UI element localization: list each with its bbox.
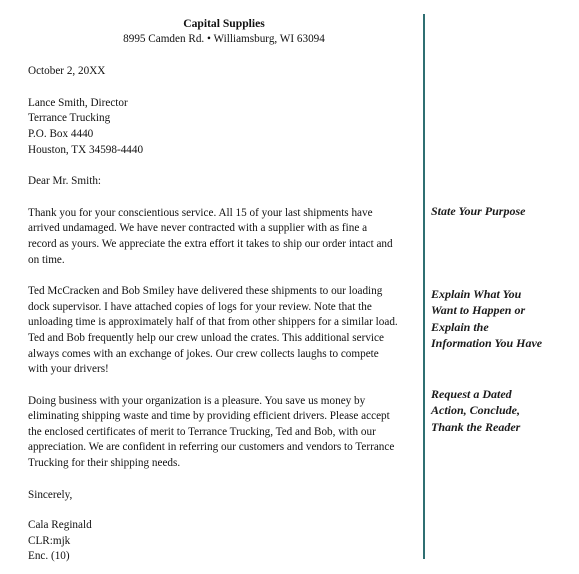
margin-note-line: Thank the Reader <box>431 419 521 434</box>
recipient-city-state-zip: Houston, TX 34598-4440 <box>28 143 144 156</box>
paragraph-line: record as yours. We appreciate the extra effort it takes to ship our order intact and <box>28 237 393 250</box>
paragraph-line: Trucking for their shipping needs. <box>28 457 181 470</box>
recipient-company: Terrance Trucking <box>28 112 111 125</box>
paragraph-line: Ted and Bob frequently help our crew unload the crates. This additional service <box>28 331 384 344</box>
paragraph-line: eliminating shipping waste and time by providing efficient drivers. Please accept <box>28 410 390 423</box>
recipient-name-title: Lance Smith, Director <box>28 96 128 109</box>
paragraph-line: Doing business with your organization is a pleasure. You save us money by <box>28 394 366 407</box>
paragraph-purpose <box>28 206 408 268</box>
reference-initials: CLR:mjk <box>28 534 71 547</box>
recipient-po-box: P.O. Box 4440 <box>28 127 94 140</box>
margin-note-line: Information You Have <box>431 336 543 351</box>
paragraph-line: the enclosed certificates of merit to Terrance Trucking, Ted and Bob, with our <box>28 425 376 438</box>
company-address: 8995 Camden Rd. • Williamsburg, WI 63094 <box>123 32 325 45</box>
margin-note-explain <box>431 286 542 352</box>
paragraph-line: unloading time is approximately half of that from other shippers for a similar load. <box>28 316 398 329</box>
paragraph-line: Ted McCracken and Bob Smiley have delivered these shipments to our loading <box>28 285 383 298</box>
letter-date: October 2, 20XX <box>28 65 106 78</box>
letterhead <box>46 16 402 47</box>
margin-note-line: Action, Conclude, <box>431 403 521 418</box>
paragraph-line: Thank you for your conscientious service. All 15 of your last shipments have <box>28 206 373 219</box>
paragraph-line: appreciation. We are confident in referring our customers and vendors to Terrance <box>28 441 395 454</box>
paragraph-line: arrived undamaged. We have never contracted with a supplier with as fine a <box>28 222 368 235</box>
margin-note-line: State Your Purpose <box>431 204 526 218</box>
paragraph-line: with your drivers! <box>28 363 109 376</box>
margin-divider-line <box>423 14 425 559</box>
company-name: Capital Supplies <box>183 17 265 30</box>
margin-note-purpose <box>431 203 525 219</box>
margin-note-request <box>431 386 520 435</box>
signer-name: Cala Reginald <box>28 519 92 532</box>
complimentary-closing: Sincerely, <box>28 488 73 501</box>
inside-address <box>28 96 408 158</box>
paragraph-line: always comes with an exchange of jokes. Our crew collects laughs to compete <box>28 347 379 360</box>
paragraph-line: dock supervisor. I have attached copies of logs for your review. Note that the <box>28 300 372 313</box>
paragraph-request <box>28 394 408 472</box>
margin-note-line: Request a Dated <box>431 387 512 401</box>
enclosure-notation: Enc. (10) <box>28 550 70 563</box>
salutation: Dear Mr. Smith: <box>28 175 102 188</box>
letter-body <box>28 0 408 565</box>
paragraph-explain <box>28 284 408 378</box>
margin-note-line: Explain What You <box>431 287 522 301</box>
margin-note-line: Explain the <box>431 319 489 334</box>
paragraph-line: on time. <box>28 253 65 266</box>
margin-note-line: Want to Happen or <box>431 303 526 318</box>
signature-block <box>28 518 408 565</box>
